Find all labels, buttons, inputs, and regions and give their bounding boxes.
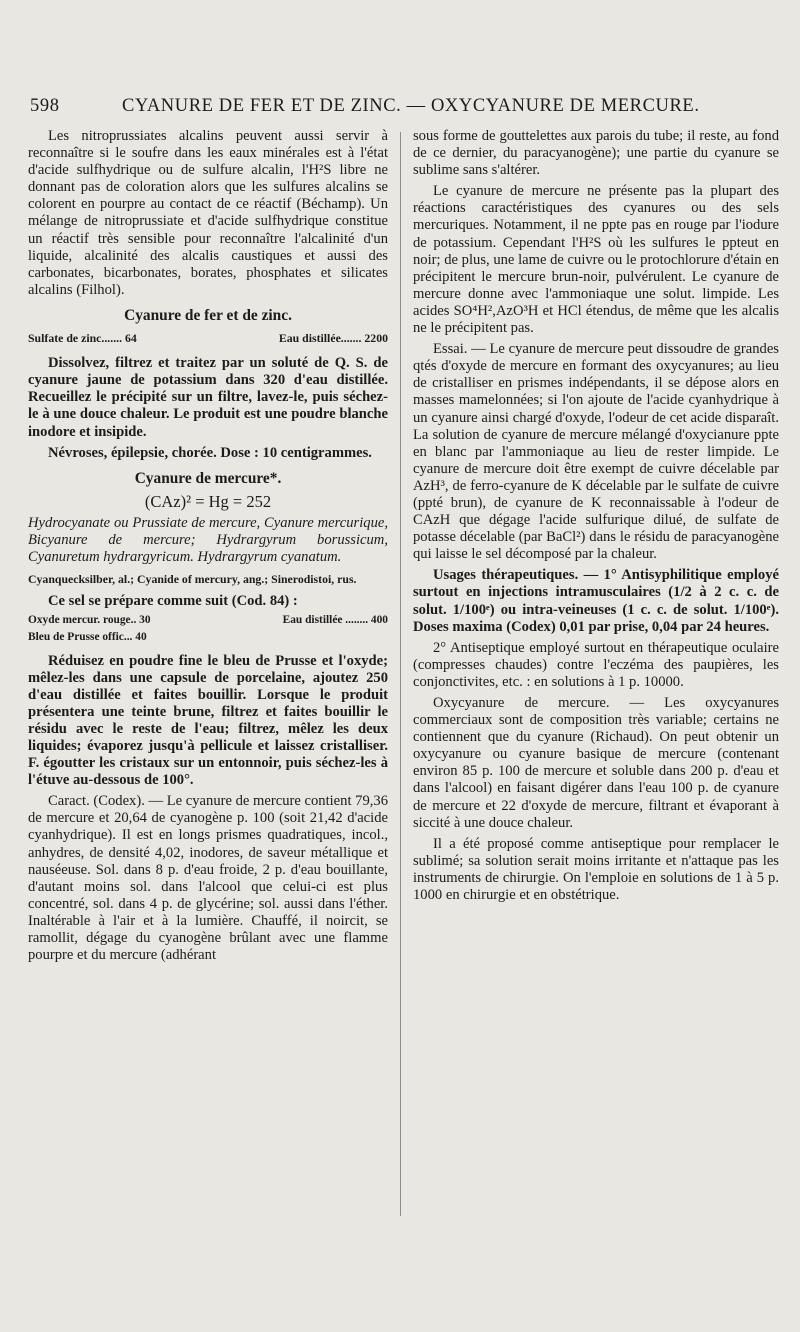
ingredient-row xyxy=(28,612,388,629)
page-number: 598 xyxy=(30,96,60,116)
mercury-section-title: Cyanure de mercure*. xyxy=(134,469,282,487)
left-column xyxy=(28,128,388,964)
mercury-preparation-paragraph: Réduisez en poudre fine le bleu de Prusse et l'oxyde; mêlez-les dans une capsule de porcelaine, ajoutez 250 d'eau distillée et faites bouillir. Lorsque le produit présentera une teinte brune, filtrez et faites bouillir le résidu avec le reste de l'eau; filtrez, mêlez les deux liquides; évaporez jusqu'à pellicule et laissez cristalliser. F. égoutter les cristaux sur un entonnoir, puis séchez-les à l'étuve au-dessous de 100°. xyxy=(28,652,388,789)
ingredient-water: Eau distillée ........ 400 xyxy=(282,614,388,627)
zinc-section-title: Cyanure de fer et de zinc. xyxy=(124,306,292,324)
ingredient-distilled-water: Eau distillée....... 2200 xyxy=(278,331,388,346)
column-divider xyxy=(400,132,401,1216)
continuation-paragraph: sous forme de gouttelettes aux parois du tube; il reste, au fond de ce dernier, du paracyanogène); une partie du cyanure se sublime sans s'altérer. xyxy=(413,128,779,179)
antiseptic-paragraph: 2° Antiseptique employé surtout en thérapeutique oculaire (compresses chaudes) contre l'eczéma des paupières, les conjonctivites, etc. : en solutions à 1 p. 10000. xyxy=(413,639,779,690)
mercury-ingredients xyxy=(28,612,388,646)
assay-paragraph: Essai. — Le cyanure de mercure peut dissoudre de grandes qtés d'oxyde de mercure en formant des oxycyanures; au lieu de cristalliser en prismes indépendants, il se dépose alors en masses mamelonnées; si l'on ajoute de l'acide cyanhydrique à un cyanure ainsi chargé d'oxyde, l'odeur de cet acide disparaît. La solution de cyanure de mercure mélangé d'oxycianure ppte en blanc par l'ammoniaque au lieu de rester limpide. Le cyanure de mercure doit être exempt de cuivre décelable par AzH³, de ferro-cyanure de K décelable par le sulfate de cuivre (ppté brun), de cyanure de K reconnaissable à l'odeur de CAzH que dégage l'acide sulfurique dilué, de sulfate de potasse décelable (par BaCl²) dans le résidu de paracyanogène qui laisse le sel décomposé par la chaleur. xyxy=(413,341,779,563)
oxycyanide-paragraph: Oxycyanure de mercure. — Les oxycyanures commerciaux sont de composition très variable; certains ne contiennent que du cyanure (Richaud). On peut obtenir un oxycyanure ou cyanure basique de mercure (contenant environ 85 p. 100 de mercure et soluble dans 200 p. d'eau et dans l'alcool) en faisant digérer dans l'eau 100 p. de cyanure de mercure et 22 d'oxyde de mercure, filtrant et évaporant à siccité à une douce chaleur. xyxy=(413,695,779,831)
preparation-intro: Ce sel se prépare comme suit (Cod. 84) : xyxy=(48,593,298,610)
ingredient-prussian-blue: Bleu de Prusse offic... 40 xyxy=(28,631,147,644)
running-title: CYANURE DE FER ET DE ZINC. — OXYCYANURE DE MERCURE. xyxy=(122,96,700,116)
therapeutic-uses-paragraph: Usages thérapeutiques. — 1° Antisyphilitique employé surtout en injections intramusculaires (1/2 à 2 c. c. de solut. 1/100ᵉ) ou intra-veineuses (1 c. c. de solut. 1/100ᵉ). Doses maxima (Codex) 0,01 par prise, 0,04 par 24 heures. xyxy=(413,567,779,635)
reactions-paragraph: Le cyanure de mercure ne présente pas la plupart des réactions caractéristiques des cyanures ou des sels mercuriques. Notamment, il ne ppte pas en rouge par l'iodure de potassium. Cependant l'H²S où les sulfures le ppteut en noir; de plus, une lame de cuivre ou le protochlorure d'étain en précipitent le mercure brun-noir, pulvérulent. Le cyanure de mercure donne avec l'ammoniaque une solut. limpide. Les acides SO⁴H²,AzO³H et HCl étendus, de même que les alcalis ne le précipitent pas. xyxy=(413,183,779,337)
nitroprussiate-paragraph: Les nitroprussiates alcalins peuvent aussi servir à reconnaître si le soufre dans les eaux minérales est à l'état d'acide sulfhydrique ou de sulfure alcalin, l'H²S libre ne donnant pas de coloration alors que les sulfures alcalins se colorent en pourpre au contact de ce réactif (Béchamp). Un mélange de nitroprussiate et d'acide sulfhydrique constitue un réactif très sensible pour reconnaître l'alcalinité d'un liquide, alcalinité des alcalis caustiques et aussi des carbonates, bicarbonates, borates, phosphates et silicates alcalins (Filhol). xyxy=(28,128,388,298)
foreign-names: Cyanquecksilber, al.; Cyanide of mercury, ang.; Sinerodistoi, rus. xyxy=(28,572,357,587)
right-column xyxy=(413,128,779,904)
antiseptic-use-paragraph: Il a été proposé comme antiseptique pour remplacer le sublimé; sa solution serait moins irritante et n'attaque pas les instruments de chirurgie. On l'emploie en solutions de 1 à 5 p. 1000 en chirurgie et en obstétrique. xyxy=(413,835,779,904)
chemical-formula: (CAz)² = Hg = 252 xyxy=(144,491,272,511)
ingredient-row xyxy=(28,629,388,646)
ingredient-zinc-sulfate: Sulfate de zinc....... 64 xyxy=(28,331,137,346)
page-header xyxy=(30,96,790,122)
synonyms: Hydrocyanate ou Prussiate de mercure, Cyanure mercurique, Bicyanure de mercure; Hydrargyrum borussicum, Cyanuretum hydrargyricum. Hydrargyrum cyanatum. xyxy=(28,514,388,566)
zinc-indications: Névroses, épilepsie, chorée. Dose : 10 centigrammes. xyxy=(48,444,372,461)
characteristics-paragraph: Caract. (Codex). — Le cyanure de mercure contient 79,36 de mercure et 20,64 de cyanogène p. 100 (soit 21,42 d'acide cyanhydrique). Il est en longs prismes quadratiques, incol., anhydres, de densité 4,02, inodores, de saveur métallique et nauséeuse. Sol. dans 8 p. d'eau froide, 2 p. d'eau bouillante, d'autant moins sol. dans l'alcool que celui-ci est plus concentré, sol. dans 4 p. de glycérine; sol. aussi dans l'éther. Inaltérable à l'air et à la lumière. Chauffé, il noircit, se ramollit, dégage du cyanogène brûlant avec une flamme pourpre et du mercure (adhérant xyxy=(28,793,388,964)
zinc-ingredients xyxy=(28,330,388,347)
ingredient-red-oxide: Oxyde mercur. rouge.. 30 xyxy=(28,614,151,627)
zinc-preparation-paragraph: Dissolvez, filtrez et traitez par un soluté de Q. S. de cyanure jaune de potassium dans 320 d'eau distillée. Recueillez le précipité sur un filtre, lavez-le, puis séchez-le à une douce chaleur. Le produit est une poudre blanche inodore et insipide. xyxy=(28,355,388,440)
